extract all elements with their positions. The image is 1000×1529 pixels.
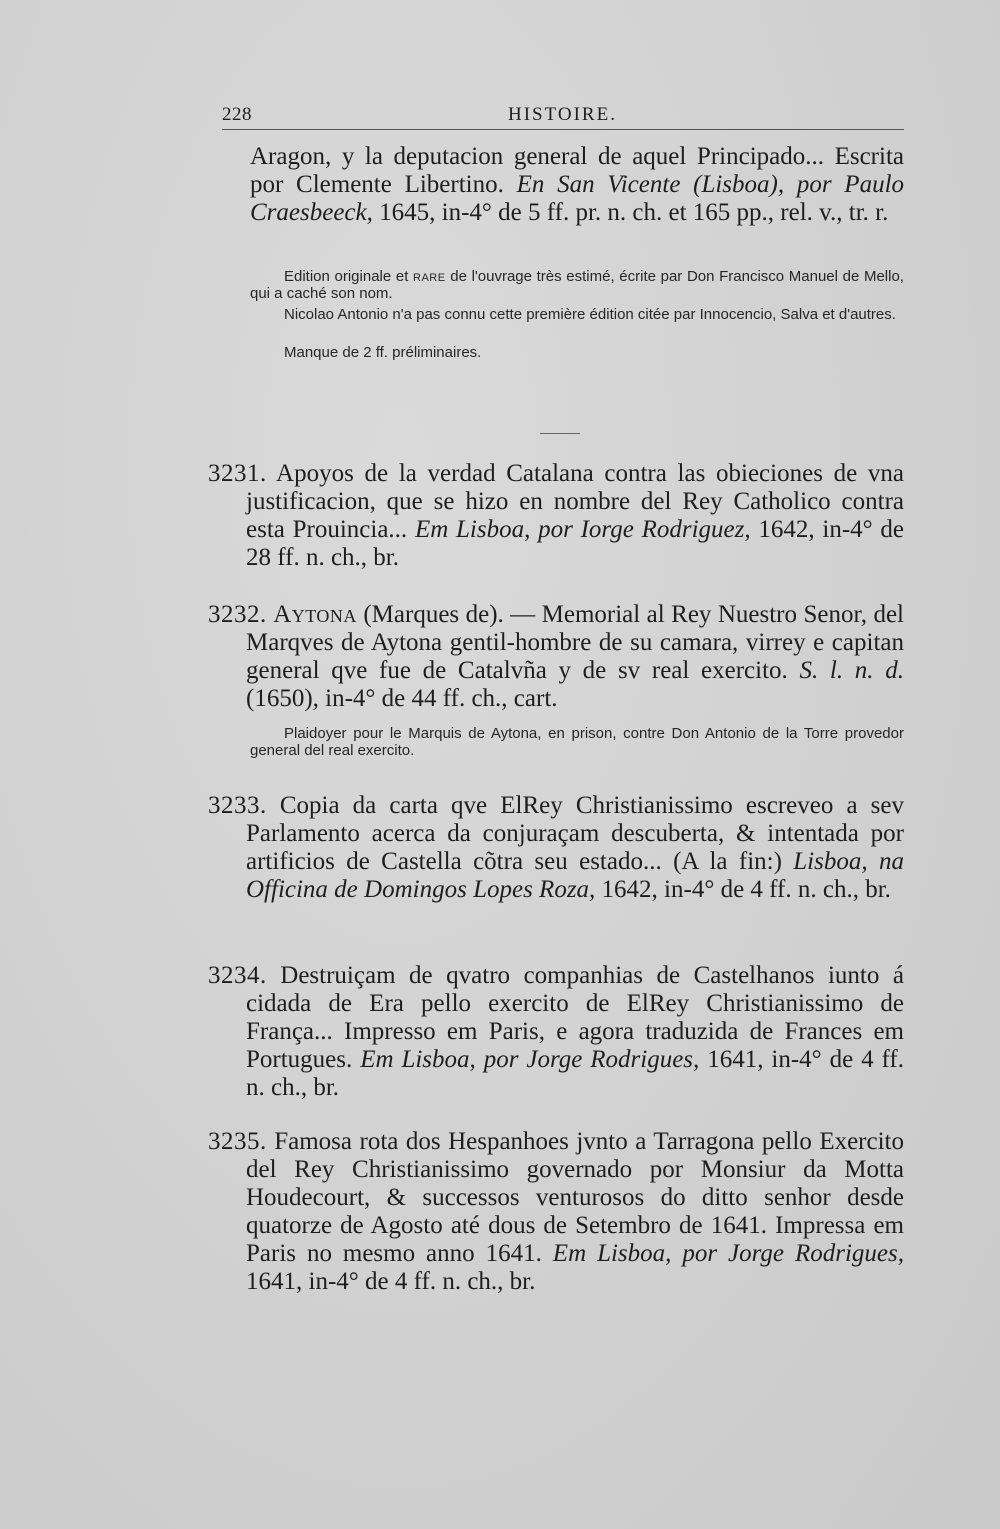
entry-number: 3232.: [208, 601, 267, 628]
imprint: S. l. n. d.: [799, 657, 904, 684]
entry-number: 3235.: [208, 1128, 267, 1155]
running-head: [222, 98, 904, 132]
imprint: En San Vicente (Lisboa), por Paulo Craesbeeck,: [250, 171, 905, 226]
entry-number: 3233.: [208, 792, 267, 819]
entry-author: Aytona: [273, 601, 357, 628]
entry-number: 3231.: [208, 460, 267, 487]
entry-number: 3234.: [208, 962, 267, 989]
rare-label: rare: [413, 268, 446, 285]
entry-3232: 3232. Aytona (Marques de). — Memorial al Rey Nuestro Senor, del Marqves de Aytona gentil-hombre de su camara, virrey e capitan general qve fue de Catalvña y de sv real exercito. S. l. n. d. (1650), in-4° de 44 ff. ch., cart.: [208, 601, 904, 712]
note-plaidoyer: Plaidoyer pour le Marquis de Aytona, en prison, contre Don Antonio de la Torre provedor general del real exercito.: [250, 725, 904, 759]
imprint: Em Lisboa, por Iorge Rodriguez,: [414, 516, 751, 543]
imprint: Lisboa, na Officina de Domingos Lopes Roza,: [246, 848, 904, 903]
section-separator: [540, 433, 580, 434]
header-rule: [222, 129, 904, 130]
imprint: Em Lisboa, por Jorge Rodrigues,: [360, 1046, 700, 1073]
running-title: HISTOIRE.: [508, 104, 617, 125]
entry-3235: 3235. Famosa rota dos Hespanhoes jvnto a Tarragona pello Exercito del Rey Christianissimo governado por Monsiur da Motta Houdecourt, & successos venturosos do ditto senhor desde quatorze de Agosto até dous de Setembro de 1641. Impressa em Paris no mesmo anno 1641. Em Lisboa, por Jorge Rodrigues, 1641, in-4° de 4 ff. n. ch., br.: [208, 1128, 904, 1295]
imprint: Em Lisboa, por Jorge Rodrigues,: [552, 1240, 904, 1267]
entry-3234: 3234. Destruiçam de qvatro companhias de Castelhanos iunto á cidada de Era pello exercito de ElRey Christianissimo de França... Impresso em Paris, e agora traduzida de Frances em Portugues. Em Lisboa, por Jorge Rodrigues, 1641, in-4° de 4 ff. n. ch., br.: [208, 962, 904, 1101]
entry-3231: 3231. Apoyos de la verdad Catalana contra las obieciones de vna justificacion, que se hizo en nombre del Rey Catholico contra esta Prouincia... Em Lisboa, por Iorge Rodriguez, 1642, in-4° de 28 ff. n. ch., br.: [208, 460, 904, 571]
note-manque: Manque de 2 ff. préliminaires.: [284, 344, 482, 361]
note-edition-originale: Edition originale et rare de l'ouvrage très estimé, écrite par Don Francisco Manuel de Mello, qui a caché son nom.: [250, 268, 904, 302]
entry-3233: 3233. Copia da carta qve ElRey Christianissimo escreveo a sev Parlamento acerca da conjuraçam descuberta, & intentada por artificios de Castella cõtra seu estado... (A la fin:) Lisboa, na Officina de Domingos Lopes Roza, 1642, in-4° de 4 ff. n. ch., br.: [208, 792, 904, 903]
page-number: 228: [222, 104, 252, 125]
continued-entry-text: Aragon, y la deputacion general de aquel Principado... Escrita por Clemente Libertino. En San Vicente (Lisboa), por Paulo Craesbeeck, 1645, in-4° de 5 ff. pr. n. ch. et 165 pp., rel. v., tr. r.: [250, 143, 905, 226]
note-nicolao-antonio: Nicolao Antonio n'a pas connu cette première édition citée par Innocencio, Salva et d'autres.: [284, 306, 896, 323]
